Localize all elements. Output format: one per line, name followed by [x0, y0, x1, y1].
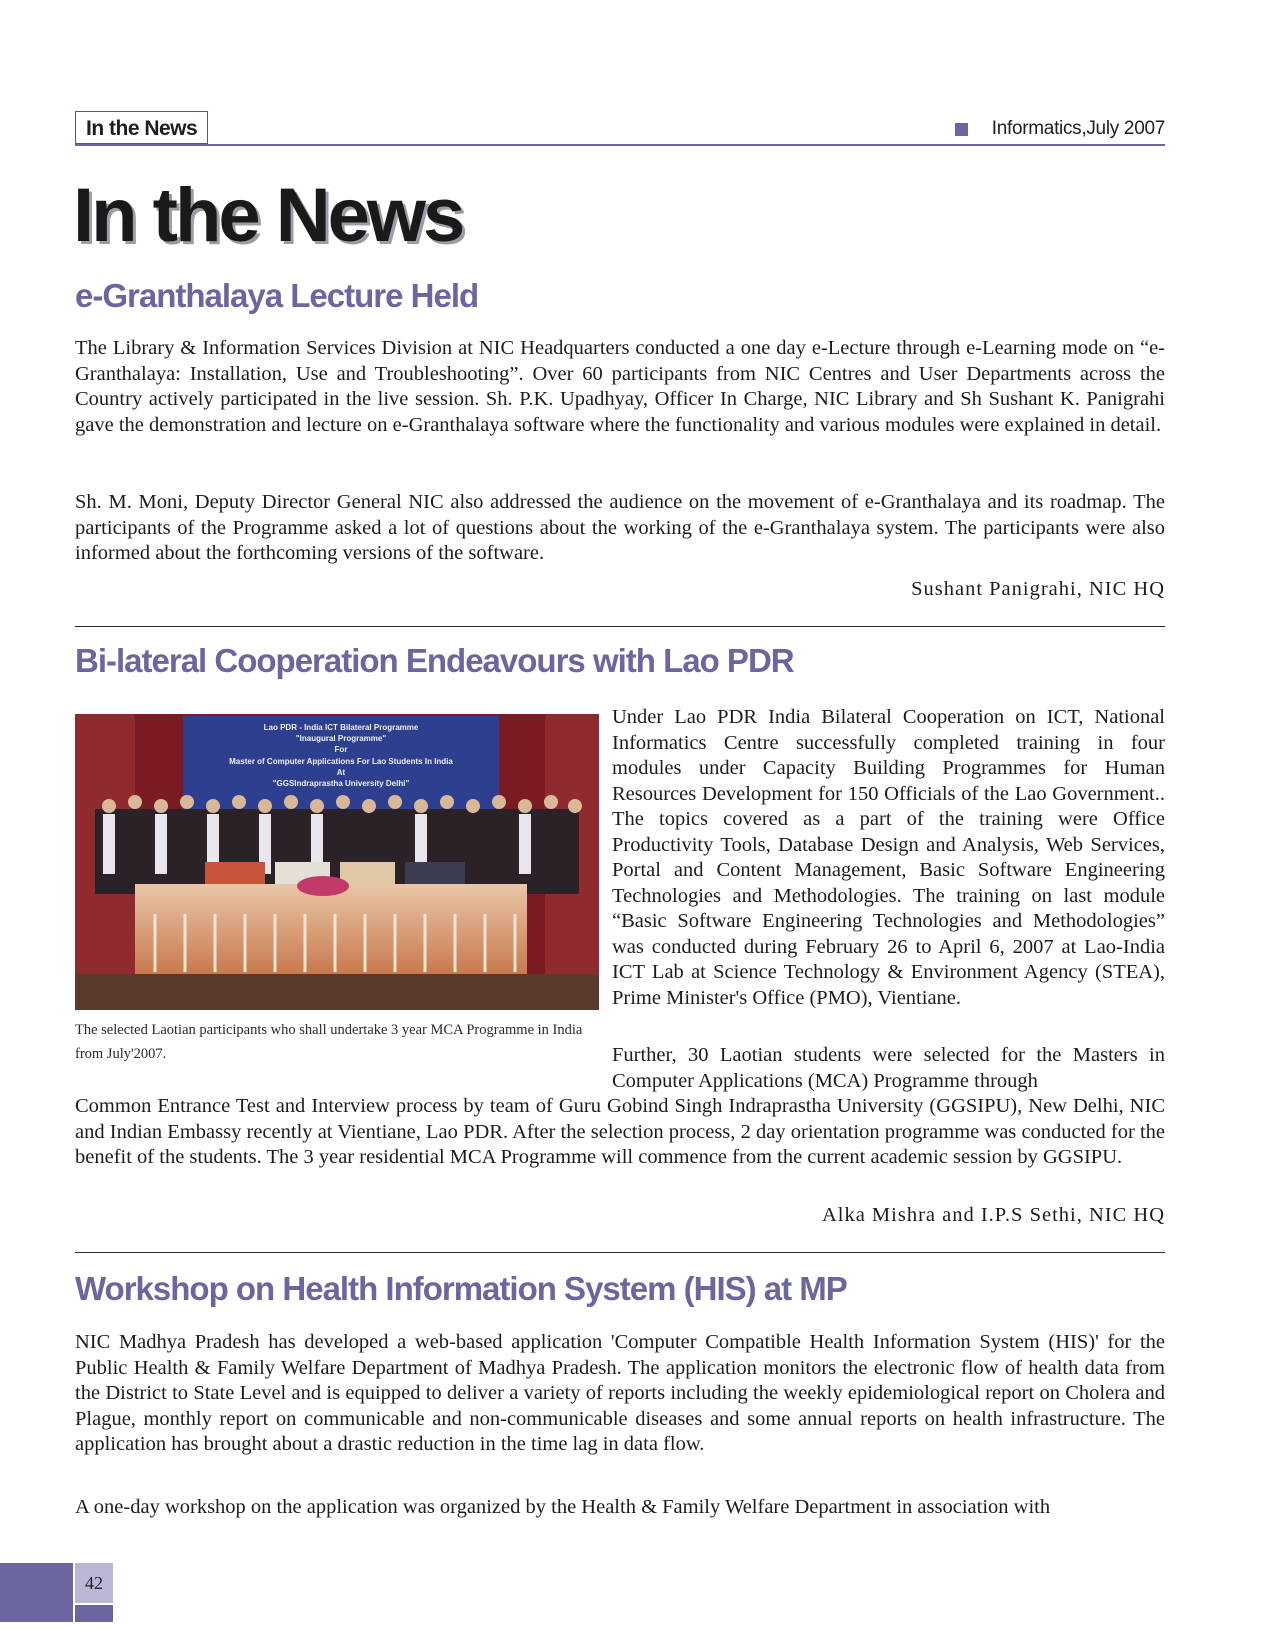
- article-title-egranthalaya: e-Granthalaya Lecture Held: [75, 277, 479, 314]
- article-paragraph: A one-day workshop on the application was organized by the Health & Family Welfare Department in association with: [75, 1496, 1051, 1518]
- footer-band: [0, 1563, 73, 1622]
- banner-line: At: [336, 768, 346, 777]
- photo-caption: The selected Laotian participants who shall undertake 3 year MCA Programme in India from July'2007.: [75, 1022, 583, 1062]
- section-divider: [75, 1252, 1165, 1253]
- footer-band-small: [75, 1605, 113, 1622]
- publication-info: [955, 118, 1165, 140]
- photo-floor: [75, 974, 599, 1010]
- article-byline: Alka Mishra and I.P.S Sethi, NIC HQ: [821, 1204, 1165, 1226]
- article-paragraph: Under Lao PDR India Bilateral Cooperation on ICT, National Informatics Centre successfully completed training in four modules under Capacity Building Programmes for Human Resources Development for 150 Officials of the Lao Government.. The topics covered as a part of the training were Office Productivity Tools, Database Design and Analysis, Web Services, Portal and Content Management, Basic Software Engineering Technologies and Methodologies. The training on last module “Basic Software Engineering Technologies and Methodologies” was conducted during February 26 to April 6, 2007 at Lao-India ICT Lab at Science Technology & Environment Agency (STEA), Prime Minister's Office (PMO), Vientiane.: [612, 706, 1165, 1009]
- draped-table: [135, 884, 527, 974]
- article-paragraph: Sh. M. Moni, Deputy Director General NIC also addressed the audience on the movement of e-Granthalaya and its roadmap. The participants of the Programme asked a lot of questions about the working of the e-Granthalaya system. The participants were also informed about the forthcoming versions of the software.: [75, 491, 1165, 564]
- article-paragraph: Common Entrance Test and Interview process by team of Guru Gobind Singh Indraprastha University (GGSIPU), New Delhi, NIC and Indian Embassy recently at Vientiane, Lao PDR. After the selection process, 2 day orientation programme was conducted for the benefit of the students. The 3 year residential MCA Programme will commence from the current academic session by GGSIPU.: [75, 1095, 1165, 1168]
- group-photo: [75, 714, 599, 1010]
- flower-arrangement: [297, 876, 349, 896]
- page-title: In the News: [73, 173, 463, 258]
- article-paragraph: The Library & Information Services Division at NIC Headquarters conducted a one day e-Lecture through e-Learning mode on “e-Granthalaya: Installation, Use and Troubleshooting”. Over 60 participants from NIC Centres and User Departments across the Country actively participated in the live session. Sh. P.K. Upadhyay, Officer In Charge, NIC Library and Sh Sushant K. Panigrahi gave the demonstration and lecture on e-Granthalaya software where the functionality and various modules were explained in detail.: [75, 337, 1165, 436]
- article-byline: Sushant Panigrahi, NIC HQ: [911, 578, 1165, 600]
- article-title-lao-pdr: Bi-lateral Cooperation Endeavours with Lao PDR: [75, 642, 794, 679]
- publication-label: Informatics,July 2007: [991, 118, 1165, 139]
- page-number: 42: [75, 1563, 113, 1603]
- banner-line: "Inaugural Programme": [295, 734, 387, 743]
- banner-line: Lao PDR - India ICT Bilateral Programme: [263, 723, 419, 732]
- article-title-his-mp: Workshop on Health Information System (HIS) at MP: [75, 1270, 847, 1307]
- article-paragraph: Further, 30 Laotian students were selected for the Masters in Computer Applications (MCA) Programme through: [612, 1044, 1165, 1092]
- article-paragraph: NIC Madhya Pradesh has developed a web-based application 'Computer Compatible Health Information System (HIS)' for the Public Health & Family Welfare Department of Madhya Pradesh. The application monitors the electronic flow of health data from the District to State Level and is equipped to deliver a variety of reports including the weekly epidemiological report on Cholera and Plague, monthly report on communicable and non-communicable diseases and some annual reports on health infrastructure. The application has brought about a drastic reduction in the time lag in data flow.: [75, 1331, 1165, 1455]
- banner-line: For: [334, 745, 348, 754]
- banner-line: Master of Computer Applications For Lao Students In India: [229, 757, 453, 766]
- header-rule: [75, 144, 1165, 146]
- square-bullet-icon: [955, 123, 968, 136]
- group-photo-illustration: [75, 714, 599, 1010]
- banner-line: "GGSIndraprastha University Delhi": [272, 779, 410, 788]
- section-divider: [75, 626, 1165, 627]
- section-tag: In the News: [75, 111, 208, 144]
